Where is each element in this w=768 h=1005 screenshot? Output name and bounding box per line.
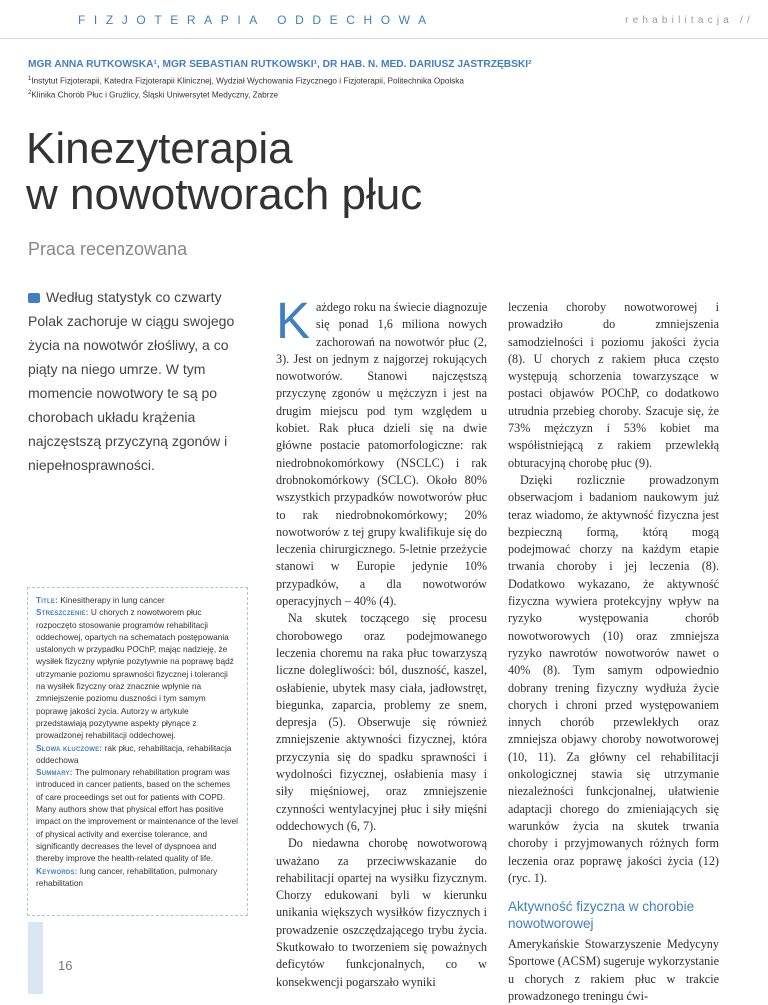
abstract-keywords [36,865,239,890]
abstract-summary [36,766,239,864]
abstract-title-label: Title: [36,595,59,605]
affiliation-2-number: 2 [28,90,32,96]
body-paragraph: Na skutek toczącego się procesu chorobowego oraz podejmowanego leczenia choremu na raka płuc towarzyszą liczne dolegliwości: ból, duszność, kaszel, osłabienie, ubytek masy ciała, jadłowstręt, biegunka, zaparcia, problemy ze snem, depresja (5). Obserwuje się również zmniejszenie aktywności fizycznej, która przyczynia się do spadku sprawności i wydolności fizycznej, osłabienia masy i siły mięśniowej, oraz zmniejszenie czynności wentylacyjnej płuc i siły mięśni oddechowych (6, 7). [276,611,487,833]
lead-paragraph [28,285,243,477]
article-title-line-2: w nowotworach płuc [26,170,423,219]
lead-marker-icon [28,293,40,303]
authors-line: MGR ANNA RUTKOWSKA¹, MGR SEBASTIAN RUTKOWSKI¹, DR HAB. N. MED. DARIUSZ JASTRZĘBSKI² [28,59,532,70]
running-header-section: FIZJOTERAPIA ODDECHOWA [78,13,435,27]
affiliation-2 [28,90,278,100]
body-paragraph: Do niedawna chorobę nowotworową uważano za przeciwwskazanie do rehabilitacji opartej na wysiłku fizycznym. Chorzy edukowani byli w kierunku unikania większych wysiłków fizycznych i prowadzenie oszczędzającego trybu życia. Skutkowało to tworzeniem się poważnych deficytów funkcjonalnych, co w konsekwencji pogarszało wyniki [276,836,487,989]
abstract-summary-text: The pulmonary rehabilitation program was introduced in cancer patients, based on the schemes of care proceedings set out for patients with COPD. Many authors show that physical effort has positive impact on the improvement or maintenance of the level of physical activity and exercise tolerance, and significantly decreases the level of dyspnoea and thereby improve the health-related quality of life. [36,767,238,864]
lead-text: Według statystyk co czwarty Polak zachoruje w ciągu swojego życia na nowotwór złośliwy, a co piąty na niego umrze. W tym momencie nowotwory te są po chorobach układu krążenia najczęstszą przyczyną zgonów i niepełnosprawności. [28,289,235,473]
abstract-slowa-text: rak płuc, rehabilitacja, rehabilitacja oddechowa [36,742,232,765]
abstract-streszczenie [36,606,239,741]
abstract-box [27,587,248,916]
body-paragraph: Dzięki rozlicznie prowadzonym obserwacjom i badaniom naukowym już teraz wiadomo, że aktywność fizyczna jest bezpieczną formą, którą mogą podejmować chorzy na każdym etapie trwania choroby i jej leczenia (8). Dodatkowo wykazano, że aktywność fizyczna wywiera protekcyjny wpływ na ryzyko występowania chorób nowotworowych (10) oraz zmniejsza ryzyko nawrotów nowotworów nawet o 40% (8). Tym samym odpowiednio dobrany trening fizyczny wydłuża życie chorych i chroni przed występowaniem innych chorób przewlekłych oraz zmniejsza objawy choroby nowotworowej (10, 11). Za główny cel rehabilitacji onkologicznej stawia się utrzymanie niezależności funkcjonalnej, ułatwienie adaptacji chorego do zmieniających się warunków życia na skutek trwania choroby i przyjmowanych różnych form leczenia oraz poprawę jakości życia (12) (ryc. 1). [508,472,719,885]
affiliation-2-text: Klinika Chorób Płuc i Gruźlicy, Śląski Uniwersytet Medyczny, Zabrze [31,90,279,100]
abstract-keywords-label: Keywords: [36,865,78,876]
abstract-streszczenie-label: Streszczenie: [36,607,89,618]
abstract-title-text: Kinesitherapy in lung cancer [60,595,165,605]
section-heading: Aktywność fizyczna w chorobie nowotworowej [508,899,695,932]
body-paragraph: Amerykańskie Stowarzyszenie Medycyny Sportowe (ACSM) sugeruje wykorzystanie u chorych z rakiem płuc w trakcie prowadzonego treningu ćwi- [508,937,719,1003]
page-number: 16 [58,958,73,973]
abstract-slowa [36,742,239,767]
page-number-bar [28,922,43,994]
abstract-streszczenie-text: U chorych z nowotworem płuc rozpoczęto stosowanie programów rehabilitacji oddechowej, opartych na schematach postępowania ustalonych w przypadku POChP, mając nadzieję, że wysiłek fizyczny wpłynie pozytywnie na poprawę bądź utrzymanie poziomu sprawności fizycznej i tolerancji na wysiłek fizyczny oraz znacznie wpłynie na zmniejszenie poziomu duszności i tym samym poprawę jakości życia. Autorzy w artykule przedstawiają pozytywne aspekty płynące z prowadzonej rehabilitacji oddechowej. [36,607,234,741]
body-paragraph [276,292,487,610]
abstract-slowa-label: Słowa kluczowe: [36,742,103,753]
article-title [26,126,422,218]
header-divider [0,38,768,39]
article-subtitle: Praca recenzowana [28,239,188,259]
abstract-summary-label: Summary: [36,767,73,778]
drop-cap: K [276,292,311,349]
abstract-keywords-text: lung cancer, rehabilitation, pulmonary rehabilitation [36,865,218,888]
article-title-line-1: Kinezyterapia [26,124,293,173]
body-paragraph: leczenia choroby nowotworowej i prowadziło do zmniejszenia samodzielności i poziomu jakości życia (8). U chorych z rakiem płuca często występują schorzenia towarzyszące w postaci objawów POChP, co dodatkowo utrudnia przebieg choroby. Szacuje się, że 73% mężczyzn i 53% kobiet ma współistniejącą z rakiem przewlekłą obturacyjną chorobę płuc (9). [508,300,719,470]
abstract-title [36,594,239,606]
running-header-right: rehabilitacja // [625,15,754,26]
affiliation-1-text: Instytut Fizjoterapii, Katedra Fizjoterapii Klinicznej, Wydział Wychowania Fizycznego i Fizjoterapii, Politechnika Opolska [31,76,464,86]
body-column-2 [508,299,719,1005]
affiliation-1 [28,76,464,86]
affiliation-1-number: 1 [28,76,32,82]
body-column-1 [276,292,487,991]
body-paragraph-text: ażdego roku na świecie diagnozuje się ponad 1,6 miliona nowych zachorowań na nowotwór płuc (2, 3). Jest on jednym z najgorzej rokujących nowotworów. Stanowi najczęstszą przyczynę zgonów u mężczyzn i jest na drugim miejscu pod tym względem u kobiet. Rak płuca dzieli się na dwie główne postacie patomorfologiczne: rak niedrobnokomórkowy (NSCLC) i rak drobnokomórkowy (SCLC). Około 80% wszystkich przypadków nowotworów płuc to rak niedrobnokomórkowy; 20% nowotworów z tej grupy kwalifikuje się do leczenia chirurgicznego. 5-letnie przeżycie stanowi w Europie jedynie 10% przypadków, a dla nowotworów operacyjnych – 40% (4). [276,300,487,609]
